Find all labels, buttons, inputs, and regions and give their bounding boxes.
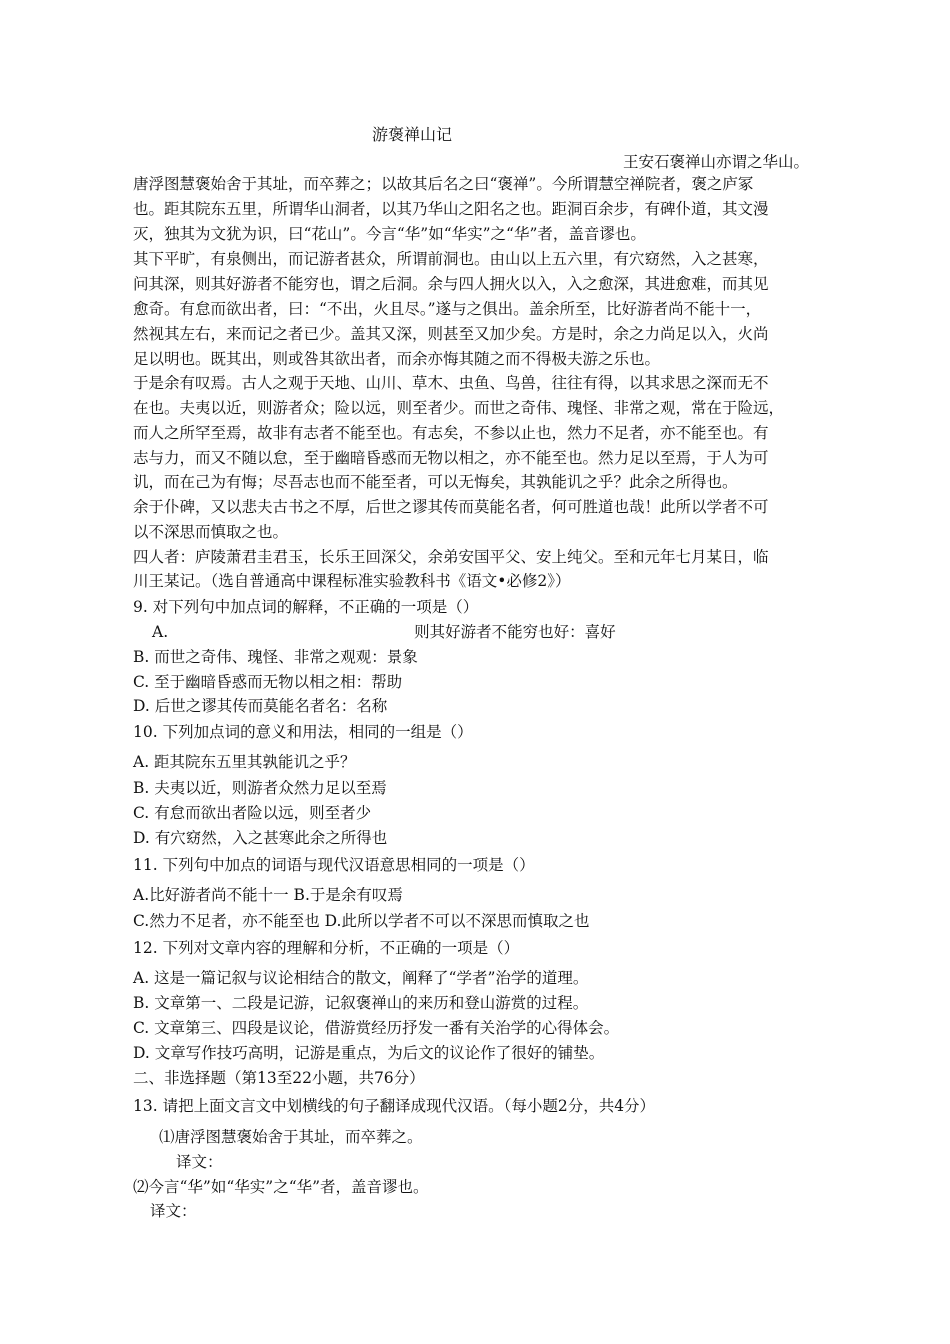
passage-line: 问其深，则其好游者不能穷也，谓之后洞。余与四人拥火以入，入之愈深，其进愈难，而其见 xyxy=(133,275,769,293)
passage-line: 讥，而在己为有悔；尽吾志也而不能至者，可以无悔矣，其孰能讥之乎？此余之所得也。 xyxy=(133,473,738,491)
passage-line: 于是余有叹焉。古人之观于天地、山川、草木、虫鱼、鸟兽，往往有得，以其求思之深而无不 xyxy=(133,374,769,392)
passage-line: 足以明也。既其出，则或咎其欲出者，而余亦悔其随之而不得极夫游之乐也。 xyxy=(133,350,661,368)
passage-line: 其下平旷，有泉侧出，而记游者甚众，所谓前洞也。由山以上五六里，有穴窈然，入之甚寒， xyxy=(133,250,769,268)
passage-line: 然视其左右，来而记之者已少。盖其又深，则甚至又加少矣。方是时，余之力尚足以入，火尚 xyxy=(133,325,769,343)
question-9-option-d: D. 后世之谬其传而莫能名者名：名称 xyxy=(133,697,388,715)
passage-line: 余于仆碑，又以悲夫古书之不厚，后世之谬其传而莫能名者，何可胜道也哉！此所以学者不可 xyxy=(133,498,769,516)
question-9-option-c: C. 至于幽暗昏惑而无物以相之相：帮助 xyxy=(133,673,403,691)
translation-label-1: 译文： xyxy=(176,1153,223,1171)
question-10-option-c: C. 有怠而欲出者险以远，则至者少 xyxy=(133,804,372,822)
question-13-sentence-2: ⑵今言“华”如“华实”之“华”者，盖音谬也。 xyxy=(133,1178,429,1196)
question-10-option-d: D. 有穴窈然，入之甚寒此余之所得也 xyxy=(133,829,388,847)
passage-line: 川王某记。（选自普通高中课程标准实验教科书《语文•必修2》） xyxy=(133,572,571,590)
question-10-option-b: B. 夫夷以近，则游者众然力足以至焉 xyxy=(133,779,387,797)
passage-line: 志与力，而又不随以怠，至于幽暗昏惑而无物以相之，亦不能至也。然力足以至焉，于人为可 xyxy=(133,449,769,467)
passage-line: 以不深思而慎取之也。 xyxy=(133,523,289,541)
passage-line: 也。距其院东五里，所谓华山洞者，以其乃华山之阳名之也。距洞百余步，有碑仆道，其文漫 xyxy=(133,200,769,218)
passage-line: 四人者：庐陵萧君圭君玉，长乐王回深父，余弟安国平父、安上纯父。至和元年七月某日，临 xyxy=(133,548,769,566)
author-line: 王安石褒禅山亦谓之华山。 xyxy=(623,153,810,171)
question-11-options-cd: C.然力不足者，亦不能至也 D.此所以学者不可以不深思而慎取之也 xyxy=(133,912,590,930)
question-12-option-d: D. 文章写作技巧高明，记游是重点，为后文的议论作了很好的铺垫。 xyxy=(133,1044,605,1062)
option-text: 则其好游者不能穷也好：喜好 xyxy=(414,623,616,641)
question-10-option-a: A. 距其院东五里其孰能讥之乎？ xyxy=(133,753,356,771)
question-12-option-b: B. 文章第一、二段是记游，记叙褒禅山的来历和登山游赏的过程。 xyxy=(133,994,589,1012)
question-11-stem: 11. 下列句中加点的词语与现代汉语意思相同的一项是（） xyxy=(133,856,535,874)
section-heading: 二、非选择题（第13至22小题，共76分） xyxy=(133,1069,425,1087)
translation-label-2: 译文： xyxy=(150,1202,197,1220)
passage-line: 灭，独其为文犹为识，曰“花山”。今言“华”如“华实”之“华”者，盖音谬也。 xyxy=(133,225,646,243)
passage-line: 而人之所罕至焉，故非有志者不能至也。有志矣，不参以止也，然力不足者，亦不能至也。有 xyxy=(133,424,769,442)
question-9-option-b: B. 而世之奇伟、瑰怪、非常之观观：景象 xyxy=(133,648,418,666)
passage-line: 在也。夫夷以近，则游者众；险以远，则至者少。而世之奇伟、瑰怪、非常之观，常在于险远， xyxy=(133,399,785,417)
option-label: A. xyxy=(152,623,169,641)
question-11-options-ab: A.比好游者尚不能十一 B.于是余有叹焉 xyxy=(133,886,403,904)
question-9-stem: 9. 对下列句中加点词的解释，不正确的一项是（） xyxy=(133,598,479,616)
question-12-option-a: A. 这是一篇记叙与议论相结合的散文，阐释了“学者”治学的道理。 xyxy=(133,969,589,987)
question-12-stem: 12. 下列对文章内容的理解和分析，不正确的一项是（） xyxy=(133,939,520,957)
question-13-stem: 13. 请把上面文言文中划横线的句子翻译成现代汉语。（每小题2分，共4分） xyxy=(133,1097,656,1115)
question-13-sentence-1: ⑴唐浮图慧褒始舍于其址，而卒葬之。 xyxy=(159,1128,423,1146)
passage-title: 游褒禅山记 xyxy=(372,125,453,144)
passage-line: 唐浮图慧褒始舍于其址，而卒葬之；以故其后名之曰“褒禅”。今所谓慧空禅院者，褒之庐冢 xyxy=(133,175,754,193)
question-10-stem: 10. 下列加点词的意义和用法，相同的一组是（） xyxy=(133,723,473,741)
question-9-option-a xyxy=(152,622,616,642)
question-12-option-c: C. 文章第三、四段是议论，借游赏经历抒发一番有关治学的心得体会。 xyxy=(133,1019,620,1037)
passage-line: 愈奇。有怠而欲出者，曰：“不出，火且尽。”遂与之俱出。盖余所至，比好游者尚不能十一， xyxy=(133,300,762,318)
